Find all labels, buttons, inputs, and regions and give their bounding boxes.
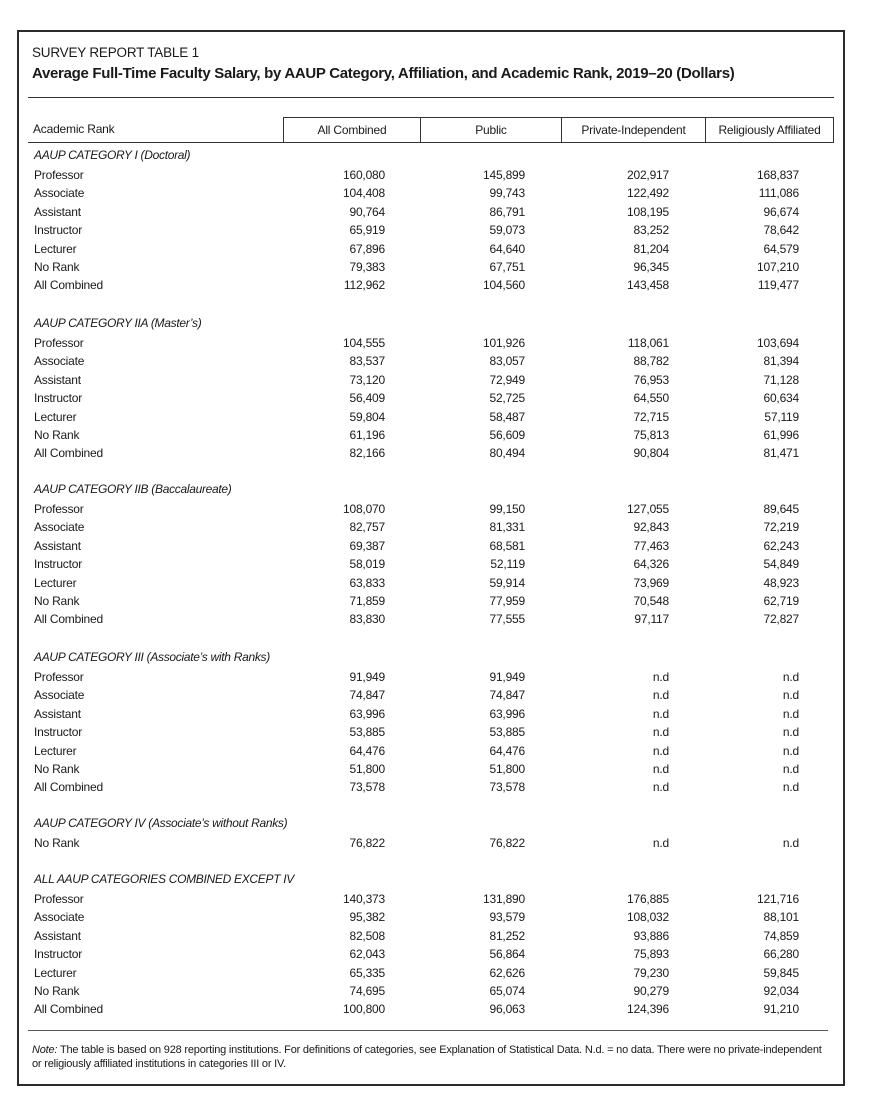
table-row [32,242,832,260]
all-combined-value: 74,695 [349,984,385,998]
table-row [32,744,832,762]
religiously-affiliated-value: 72,827 [763,612,799,627]
rank-label: Assistant [34,928,81,943]
category-title: AAUP CATEGORY III (Associate’s with Ranks) [34,650,270,664]
public-value: 73,578 [489,780,525,795]
private-independent-value: 122,492 [627,186,669,201]
table-row [32,594,832,612]
religiously-affiliated-value: 62,243 [763,538,799,553]
table-row [32,168,832,186]
all-combined-value: 83,830 [349,612,385,627]
all-combined-value: 65,919 [349,223,385,238]
private-independent-value: 77,463 [633,538,669,553]
public-value: 101,926 [483,336,525,350]
rank-label: All Combined [34,446,103,461]
table-row [32,929,832,947]
all-combined-value: 67,896 [349,241,385,256]
title-divider [28,97,834,98]
religiously-affiliated-value: 81,394 [763,354,799,369]
rank-label: No Rank [34,762,80,776]
table-row [32,576,832,594]
public-value: 96,063 [489,1002,525,1017]
table-row [32,612,832,630]
column-header-rank: Academic Rank [33,122,115,136]
public-value: 77,555 [489,612,525,627]
religiously-affiliated-value: 168,837 [757,168,799,182]
public-value: 80,494 [489,446,525,461]
public-value: 99,150 [489,502,525,516]
religiously-affiliated-value: 66,280 [763,947,799,962]
all-combined-value: 104,408 [343,186,385,201]
column-header-private-independent: Private-Independent [561,117,706,142]
religiously-affiliated-value: n.d [782,725,799,740]
rank-label: All Combined [34,1002,103,1017]
all-combined-value: 83,537 [349,354,385,369]
table-row [32,762,832,780]
category-title: AAUP CATEGORY I (Doctoral) [34,148,191,162]
public-value: 51,800 [489,762,525,776]
private-independent-value: 72,715 [633,409,669,424]
private-independent-value: 64,326 [633,557,669,572]
religiously-affiliated-value: n.d [782,688,799,703]
religiously-affiliated-value: 121,716 [757,892,799,906]
all-combined-value: 90,764 [349,204,385,219]
private-independent-value: n.d [652,836,669,850]
public-value: 91,949 [489,670,525,684]
public-value: 68,581 [489,538,525,553]
religiously-affiliated-value: 88,101 [763,910,799,925]
public-value: 64,640 [489,241,525,256]
private-independent-value: 64,550 [633,391,669,406]
public-value: 72,949 [489,372,525,387]
religiously-affiliated-value: 60,634 [763,391,799,406]
religiously-affiliated-value: 92,034 [763,984,799,998]
all-combined-value: 100,800 [343,1002,385,1017]
rank-label: Instructor [34,947,83,962]
rank-label: Associate [34,520,85,535]
all-combined-value: 104,555 [343,336,385,350]
table-row [32,428,832,446]
table-row [32,725,832,743]
all-combined-value: 140,373 [343,892,385,906]
private-independent-value: n.d [652,725,669,740]
private-independent-value: 75,813 [633,428,669,442]
religiously-affiliated-value: 57,119 [764,409,799,424]
all-combined-value: 112,962 [343,278,385,293]
private-independent-value: 97,117 [634,612,669,627]
public-value: 76,822 [489,836,525,850]
all-combined-value: 51,800 [349,762,385,776]
all-combined-value: 73,578 [349,780,385,795]
table-row [32,688,832,706]
religiously-affiliated-value: n.d [782,836,799,850]
column-header-religiously-affiliated: Religiously Affiliated [705,117,834,142]
table-row [32,278,832,296]
private-independent-value: 176,885 [627,892,669,906]
religiously-affiliated-value: n.d [782,743,799,758]
public-value: 81,252 [489,928,525,943]
public-value: 131,890 [483,892,525,906]
rank-label: Professor [34,502,84,516]
rank-label: Associate [34,910,85,925]
religiously-affiliated-value: 71,128 [763,372,799,387]
category-title: AAUP CATEGORY IIB (Baccalaureate) [34,482,232,496]
private-independent-value: n.d [652,762,669,776]
private-independent-value: 108,195 [627,204,669,219]
rank-label: All Combined [34,612,103,627]
private-independent-value: 118,061 [627,336,669,350]
table-row [32,670,832,688]
public-value: 64,476 [489,743,525,758]
all-combined-value: 63,996 [349,706,385,721]
note-label: Note: [32,1044,58,1056]
private-independent-value: 96,345 [633,260,669,274]
category-title: ALL AAUP CATEGORIES COMBINED EXCEPT IV [34,872,295,886]
table-row [32,984,832,1002]
table-note [32,1043,822,1071]
column-header-public: Public [420,117,562,142]
private-independent-value: 124,396 [627,1002,669,1017]
private-independent-value: 75,893 [633,947,669,962]
table-row [32,205,832,223]
public-value: 56,609 [489,428,525,442]
table-title: Average Full-Time Faculty Salary, by AAUP Category, Affiliation, and Academic Rank, 2019–20 (Dollars) [32,65,735,82]
private-independent-value: n.d [652,670,669,684]
all-combined-value: 64,476 [349,743,385,758]
private-independent-value: 76,953 [633,372,669,387]
table-row [32,1002,832,1020]
table-row [32,336,832,354]
private-independent-value: 90,804 [633,446,669,461]
table-row [32,260,832,278]
private-independent-value: 73,969 [633,575,669,590]
all-combined-value: 82,757 [349,520,385,535]
rank-label: Associate [34,186,85,201]
all-combined-value: 95,382 [349,910,385,925]
private-independent-value: 108,032 [627,910,669,925]
all-combined-value: 71,859 [349,594,385,608]
rank-label: No Rank [34,836,80,850]
rank-label: Instructor [34,223,83,238]
religiously-affiliated-value: 72,219 [763,520,799,535]
note-text: The table is based on 928 reporting institutions. For definitions of categories, see Explanation of Statistical Data. N.d. = no data. There were no private-independent or religiously affiliated institutions in categories III or IV. [32,1044,822,1070]
rank-label: Associate [34,354,85,369]
public-value: 59,073 [489,223,525,238]
rank-label: Instructor [34,391,83,406]
category-title: AAUP CATEGORY IV (Associate’s without Ranks) [34,816,288,830]
rank-label: Assistant [34,706,81,721]
table-row [32,410,832,428]
religiously-affiliated-value: 62,719 [763,594,799,608]
public-value: 59,914 [489,575,525,590]
table-row [32,707,832,725]
all-combined-value: 82,166 [349,446,385,461]
all-combined-value: 160,080 [343,168,385,182]
all-combined-value: 82,508 [349,928,385,943]
public-value: 104,560 [483,278,525,293]
all-combined-value: 62,043 [349,947,385,962]
rank-label: Professor [34,168,84,182]
religiously-affiliated-value: 119,477 [757,278,799,293]
rank-label: Instructor [34,725,83,740]
all-combined-value: 108,070 [343,502,385,516]
rank-label: Instructor [34,557,83,572]
religiously-affiliated-value: 89,645 [763,502,799,516]
table-row [32,780,832,798]
private-independent-value: 88,782 [633,354,669,369]
public-value: 99,743 [489,186,525,201]
rank-label: Assistant [34,372,81,387]
religiously-affiliated-value: 103,694 [757,336,799,350]
category-title: AAUP CATEGORY IIA (Master’s) [34,316,202,330]
table-row [32,557,832,575]
public-value: 52,725 [489,391,525,406]
all-combined-value: 74,847 [349,688,385,703]
all-combined-value: 63,833 [349,575,385,590]
religiously-affiliated-value: n.d [782,780,799,795]
private-independent-value: 90,279 [633,984,669,998]
private-independent-value: n.d [652,780,669,795]
table-row [32,836,832,854]
table-row [32,892,832,910]
public-value: 67,751 [489,260,525,274]
rank-label: No Rank [34,594,80,608]
public-value: 53,885 [489,725,525,740]
rank-label: Professor [34,670,84,684]
private-independent-value: 92,843 [633,520,669,535]
private-independent-value: 70,548 [633,594,669,608]
rank-label: Lecturer [34,409,77,424]
public-value: 93,579 [489,910,525,925]
all-combined-value: 59,804 [349,409,385,424]
column-header-all-combined: All Combined [283,117,421,142]
private-independent-value: 81,204 [633,241,669,256]
public-value: 81,331 [489,520,525,535]
rank-label: Assistant [34,538,81,553]
religiously-affiliated-value: 81,471 [763,446,799,461]
public-value: 62,626 [489,965,525,980]
rank-label: Lecturer [34,743,77,758]
public-value: 52,119 [490,557,525,572]
rank-label: No Rank [34,428,80,442]
public-value: 145,899 [483,168,525,182]
table-row [32,947,832,965]
all-combined-value: 56,409 [349,391,385,406]
rank-label: Professor [34,892,84,906]
rank-label: Professor [34,336,84,350]
private-independent-value: 79,230 [633,965,669,980]
public-value: 56,864 [489,947,525,962]
public-value: 63,996 [489,706,525,721]
all-combined-value: 65,335 [349,965,385,980]
private-independent-value: 202,917 [627,168,669,182]
religiously-affiliated-value: 48,923 [763,575,799,590]
table-row [32,520,832,538]
footer-divider [28,1030,828,1031]
table-row [32,502,832,520]
rank-label: Lecturer [34,241,77,256]
private-independent-value: 127,055 [627,502,669,516]
private-independent-value: n.d [652,706,669,721]
private-independent-value: 83,252 [633,223,669,238]
rank-label: All Combined [34,780,103,795]
religiously-affiliated-value: n.d [782,670,799,684]
public-value: 83,057 [489,354,525,369]
private-independent-value: 143,458 [627,278,669,293]
religiously-affiliated-value: 107,210 [757,260,799,274]
private-independent-value: n.d [652,743,669,758]
all-combined-value: 58,019 [349,557,385,572]
religiously-affiliated-value: 61,996 [763,428,799,442]
table-row [32,966,832,984]
all-combined-value: 61,196 [349,428,385,442]
private-independent-value: n.d [652,688,669,703]
all-combined-value: 53,885 [349,725,385,740]
religiously-affiliated-value: 74,859 [763,928,799,943]
rank-label: Lecturer [34,965,77,980]
table-row [32,186,832,204]
table-row [32,223,832,241]
private-independent-value: 93,886 [633,928,669,943]
rank-label: No Rank [34,260,80,274]
religiously-affiliated-value: 59,845 [763,965,799,980]
table-row [32,391,832,409]
all-combined-value: 69,387 [349,538,385,553]
religiously-affiliated-value: 91,210 [763,1002,799,1017]
table-supertitle: SURVEY REPORT TABLE 1 [32,45,199,60]
table-row [32,373,832,391]
all-combined-value: 91,949 [349,670,385,684]
public-value: 86,791 [489,204,525,219]
religiously-affiliated-value: 64,579 [763,241,799,256]
public-value: 58,487 [489,409,525,424]
religiously-affiliated-value: 96,674 [763,204,799,219]
rank-label: All Combined [34,278,103,293]
header-divider [28,142,834,143]
public-value: 77,959 [489,594,525,608]
all-combined-value: 79,383 [349,260,385,274]
religiously-affiliated-value: 54,849 [763,557,799,572]
table-row [32,354,832,372]
rank-label: Lecturer [34,575,77,590]
religiously-affiliated-value: n.d [782,706,799,721]
public-value: 74,847 [489,688,525,703]
table-row [32,446,832,464]
table-row [32,539,832,557]
religiously-affiliated-value: 78,642 [763,223,799,238]
table-row [32,910,832,928]
all-combined-value: 73,120 [349,372,385,387]
rank-label: Assistant [34,204,81,219]
religiously-affiliated-value: 111,086 [758,186,799,201]
rank-label: No Rank [34,984,80,998]
rank-label: Associate [34,688,85,703]
religiously-affiliated-value: n.d [782,762,799,776]
all-combined-value: 76,822 [349,836,385,850]
public-value: 65,074 [489,984,525,998]
